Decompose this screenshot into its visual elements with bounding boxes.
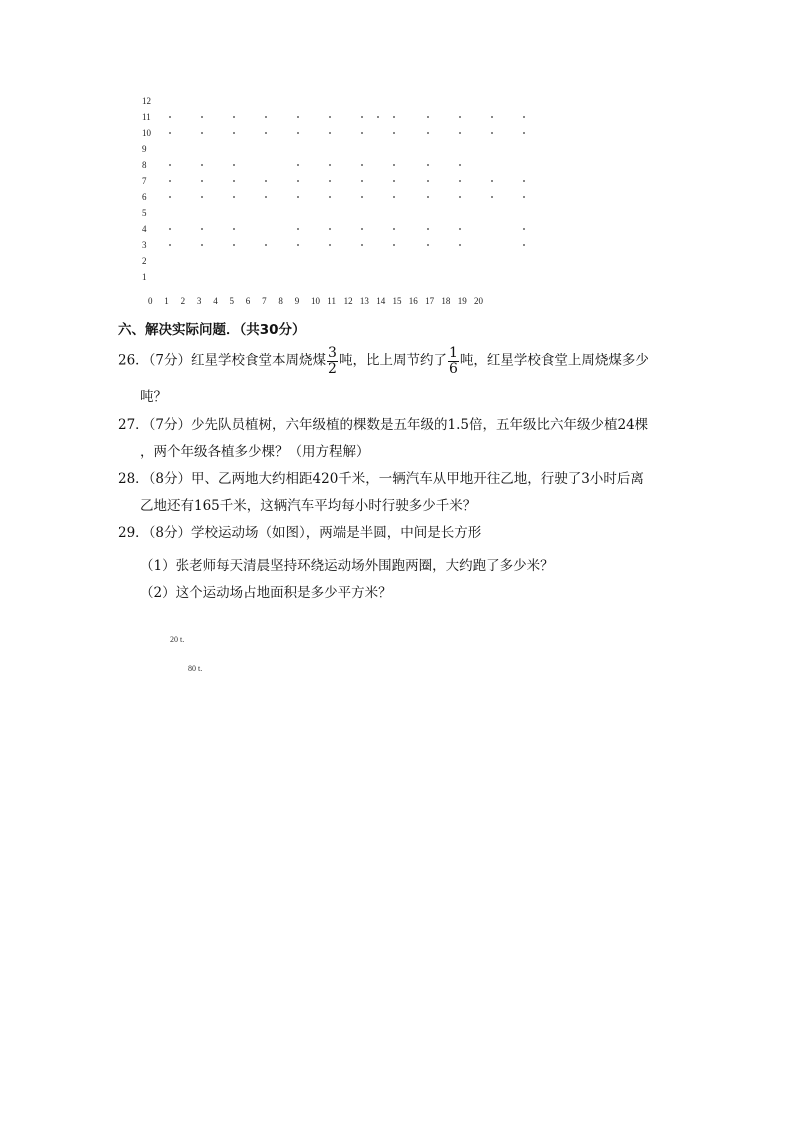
grid-dot <box>523 228 525 230</box>
q26-suffix: 吨，红星学校食堂上周烧煤多少 <box>459 352 649 369</box>
figure-label-length: 80 t. <box>188 664 203 673</box>
grid-dot <box>459 164 461 166</box>
grid-dot <box>329 196 331 198</box>
grid-dot <box>393 116 395 118</box>
fraction-denominator: 6 <box>448 360 458 377</box>
x-label: 20 <box>474 296 483 306</box>
y-label: 12 <box>142 96 151 106</box>
x-label: 16 <box>408 296 418 306</box>
x-label: 15 <box>392 296 402 306</box>
q26-middle: 吨，比上周节约了 <box>338 352 447 369</box>
grid-dot <box>297 228 299 230</box>
x-label: 7 <box>262 296 267 306</box>
grid-dot <box>265 132 267 134</box>
grid-dot <box>427 196 429 198</box>
grid-dot <box>233 196 235 198</box>
grid-dot <box>393 228 395 230</box>
grid-dot <box>169 196 171 198</box>
grid-dot <box>201 180 203 182</box>
grid-dot <box>523 180 525 182</box>
grid-dot <box>233 180 235 182</box>
x-label: 10 <box>311 296 320 306</box>
x-label: 11 <box>327 296 336 306</box>
grid-dot <box>459 180 461 182</box>
question-29-line1: 29．（8分）学校运动场（如图），两端是半圆，中间是长方形 <box>118 525 482 541</box>
grid-dot <box>393 164 395 166</box>
question-29-sub1: （1）张老师每天清晨坚持环绕运动场外围跑两圈，大约跑了多少米？ <box>140 558 554 574</box>
grid-dot <box>361 228 363 230</box>
grid-dot <box>427 164 429 166</box>
grid-dot <box>169 164 171 166</box>
grid-dot <box>329 116 331 118</box>
fraction-1-6 <box>448 346 459 376</box>
grid-dot <box>169 132 171 134</box>
x-label: 2 <box>180 296 186 306</box>
grid-dot <box>459 196 461 198</box>
grid-dot <box>169 180 171 182</box>
y-label: 8 <box>142 160 147 170</box>
grid-dot <box>233 116 235 118</box>
question-26 <box>118 346 649 376</box>
grid-dot <box>427 180 429 182</box>
x-label: 12 <box>343 296 353 306</box>
x-label: 3 <box>196 296 202 306</box>
grid-dot <box>393 244 395 246</box>
x-label: 6 <box>245 296 251 306</box>
question-27-line2: ，两个年级各植多少棵？（用方程解） <box>140 444 370 460</box>
grid-dot <box>361 196 363 198</box>
y-label: 6 <box>142 192 147 202</box>
grid-dot <box>201 228 203 230</box>
grid-dot <box>377 116 379 118</box>
question-28-line1: 28．（8分）甲、乙两地大约相距420千米，一辆汽车从甲地开往乙地，行驶了3小时后离 <box>118 471 644 487</box>
grid-dot <box>491 132 493 134</box>
y-label: 1 <box>142 272 147 282</box>
fraction-numerator: 3 <box>328 345 337 361</box>
q26-prefix: 26．（7分）红星学校食堂本周烧煤 <box>118 352 327 369</box>
grid-dot <box>491 116 493 118</box>
y-label: 5 <box>142 208 147 218</box>
fraction-denominator: 2 <box>328 360 337 377</box>
grid-dot <box>265 196 267 198</box>
x-label: 13 <box>359 296 369 306</box>
grid-dot <box>169 244 171 246</box>
grid-dot <box>329 244 331 246</box>
grid-dot <box>491 180 493 182</box>
grid-dot <box>523 196 525 198</box>
y-label: 7 <box>142 176 147 186</box>
grid-dot <box>361 244 363 246</box>
x-label: 14 <box>376 296 386 306</box>
grid-dot <box>201 116 203 118</box>
y-label: 10 <box>142 128 151 138</box>
x-label: 4 <box>213 296 218 306</box>
x-label: 17 <box>425 296 435 306</box>
grid-dot <box>459 228 461 230</box>
y-label: 2 <box>142 256 147 266</box>
question-27-line1: 27．（7分）少先队员植树，六年级植的棵数是五年级的1.5倍，五年级比六年级少植24棵 <box>118 417 649 433</box>
grid-dot <box>233 228 235 230</box>
x-label: 1 <box>164 296 169 306</box>
grid-dot <box>201 164 203 166</box>
grid-dot <box>265 116 267 118</box>
x-label: 8 <box>278 296 283 306</box>
grid-dot <box>459 244 461 246</box>
dot-grid <box>130 92 530 312</box>
x-label: 19 <box>457 296 467 306</box>
grid-dot <box>361 180 363 182</box>
grid-dot <box>169 228 171 230</box>
grid-dot <box>427 228 429 230</box>
x-label: 5 <box>229 296 234 306</box>
y-label: 4 <box>142 224 147 234</box>
grid-dot <box>523 244 525 246</box>
grid-dot <box>427 244 429 246</box>
grid-dot <box>459 132 461 134</box>
grid-dot <box>201 244 203 246</box>
grid-dot <box>201 196 203 198</box>
grid-dot <box>201 132 203 134</box>
grid-dot <box>297 132 299 134</box>
question-28-line2: 乙地还有165千米，这辆汽车平均每小时行驶多少千米？ <box>140 498 477 514</box>
grid-dot <box>297 180 299 182</box>
y-label: 9 <box>142 144 147 154</box>
grid-dot <box>491 196 493 198</box>
grid-dot <box>329 132 331 134</box>
grid-dot <box>427 132 429 134</box>
grid-dot <box>361 164 363 166</box>
fraction-numerator: 1 <box>448 345 458 361</box>
grid-dot <box>427 116 429 118</box>
grid-dot <box>265 244 267 246</box>
grid-dot <box>265 180 267 182</box>
x-label: 9 <box>294 296 300 306</box>
grid-dot <box>361 116 363 118</box>
x-label: 0 <box>148 296 153 306</box>
grid-dot <box>297 164 299 166</box>
grid-dot <box>329 228 331 230</box>
grid-dot <box>233 164 235 166</box>
grid-dot <box>329 164 331 166</box>
y-label: 3 <box>142 240 147 250</box>
grid-dot <box>459 116 461 118</box>
section-title: 六、解决实际问题．（共30分） <box>118 322 306 338</box>
grid-dot <box>233 132 235 134</box>
grid-dot <box>361 132 363 134</box>
grid-dot <box>297 196 299 198</box>
question-26-line2: 吨？ <box>140 389 167 405</box>
grid-dot <box>393 132 395 134</box>
grid-dot <box>297 116 299 118</box>
fraction-3-2 <box>327 346 338 376</box>
grid-dot <box>329 180 331 182</box>
grid-dot <box>393 196 395 198</box>
y-label: 11 <box>142 112 151 122</box>
grid-dot <box>169 116 171 118</box>
figure-label-width: 20 t. <box>170 635 185 644</box>
question-29-sub2: （2）这个运动场占地面积是多少平方米？ <box>140 585 392 601</box>
grid-dot <box>233 244 235 246</box>
grid-dot <box>393 180 395 182</box>
grid-dot <box>297 244 299 246</box>
grid-dot <box>523 116 525 118</box>
x-label: 18 <box>441 296 451 306</box>
grid-dot <box>523 132 525 134</box>
